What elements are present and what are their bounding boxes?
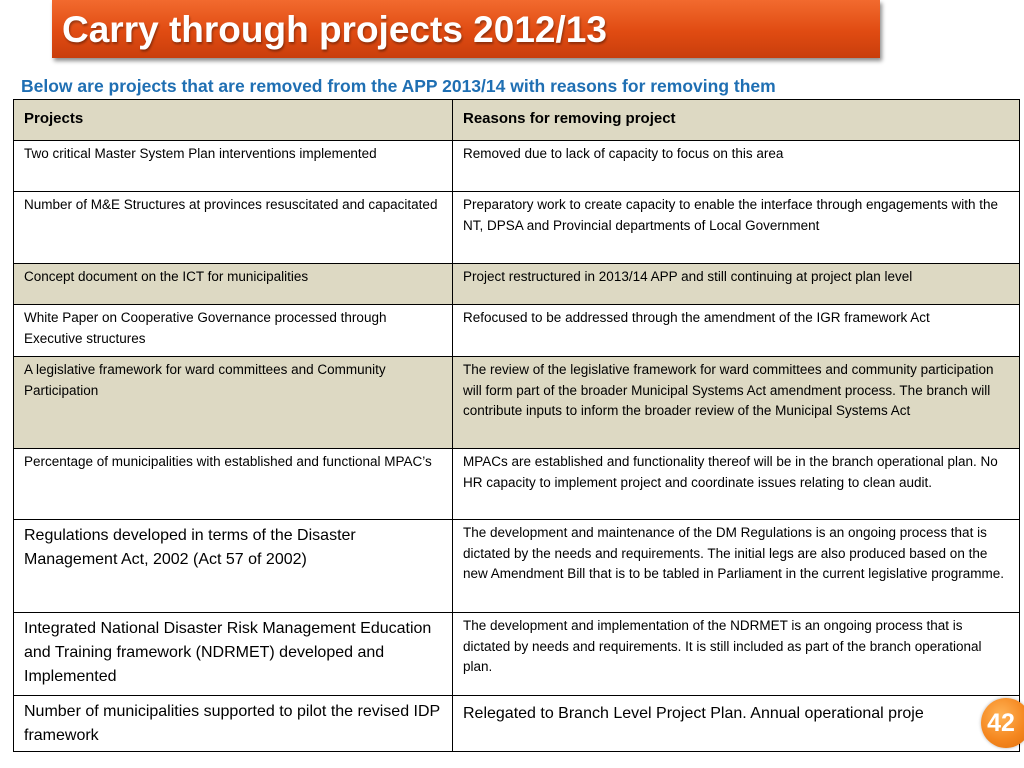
reason-cell: The development and implementation of the NDRMET is an ongoing process that is dictated by needs and requirements. It is still included as part of the branch operational plan. bbox=[453, 613, 1020, 696]
table-row bbox=[14, 305, 1020, 357]
table-row bbox=[14, 141, 1020, 192]
project-cell: Two critical Master System Plan interventions implemented bbox=[14, 141, 453, 192]
table-row bbox=[14, 192, 1020, 264]
table-row bbox=[14, 264, 1020, 305]
project-cell: A legislative framework for ward committees and Community Participation bbox=[14, 357, 453, 449]
table-row bbox=[14, 449, 1020, 520]
reason-cell: The development and maintenance of the DM Regulations is an ongoing process that is dictated by the needs and requirements. The initial legs are also produced based on the new Amendment Bill that is to be tabled in Parliament in the current legislative programme. bbox=[453, 520, 1020, 613]
reason-cell: Refocused to be addressed through the amendment of the IGR framework Act bbox=[453, 305, 1020, 357]
title-banner bbox=[52, 0, 880, 58]
reason-cell: Relegated to Branch Level Project Plan. Annual operational proje bbox=[453, 696, 1020, 752]
reason-cell: Preparatory work to create capacity to enable the interface through engagements with the NT, DPSA and Provincial departments of Local Government bbox=[453, 192, 1020, 264]
reason-cell: Project restructured in 2013/14 APP and still continuing at project plan level bbox=[453, 264, 1020, 305]
reason-cell: Removed due to lack of capacity to focus on this area bbox=[453, 141, 1020, 192]
reason-cell: MPACs are established and functionality thereof will be in the branch operational plan. No HR capacity to implement project and coordinate issues relating to clean audit. bbox=[453, 449, 1020, 520]
project-cell: Regulations developed in terms of the Disaster Management Act, 2002 (Act 57 of 2002) bbox=[14, 520, 453, 613]
reason-cell: The review of the legislative framework for ward committees and community participation will form part of the broader Municipal Systems Act amendment process. The branch will contribute inputs to inform the broader review of the Municipal Systems Act bbox=[453, 357, 1020, 449]
slide-subtitle: Below are projects that are removed from the APP 2013/14 with reasons for removing them bbox=[21, 76, 776, 96]
table-header-row bbox=[14, 100, 1020, 141]
project-cell: White Paper on Cooperative Governance processed through Executive structures bbox=[14, 305, 453, 357]
table-row bbox=[14, 357, 1020, 449]
projects-table bbox=[13, 99, 1020, 752]
table-row bbox=[14, 520, 1020, 613]
slide-title: Carry through projects 2012/13 bbox=[62, 9, 607, 50]
project-cell: Number of M&E Structures at provinces resuscitated and capacitated bbox=[14, 192, 453, 264]
page-number-badge: 42 bbox=[981, 698, 1024, 748]
project-cell: Percentage of municipalities with established and functional MPAC’s bbox=[14, 449, 453, 520]
project-cell: Concept document on the ICT for municipalities bbox=[14, 264, 453, 305]
header-reasons: Reasons for removing project bbox=[453, 100, 1020, 141]
table-row bbox=[14, 696, 1020, 752]
project-cell: Integrated National Disaster Risk Management Education and Training framework (NDRMET) developed and Implemented bbox=[14, 613, 453, 696]
header-projects: Projects bbox=[14, 100, 453, 141]
project-cell: Number of municipalities supported to pilot the revised IDP framework bbox=[14, 696, 453, 752]
table-row bbox=[14, 613, 1020, 696]
